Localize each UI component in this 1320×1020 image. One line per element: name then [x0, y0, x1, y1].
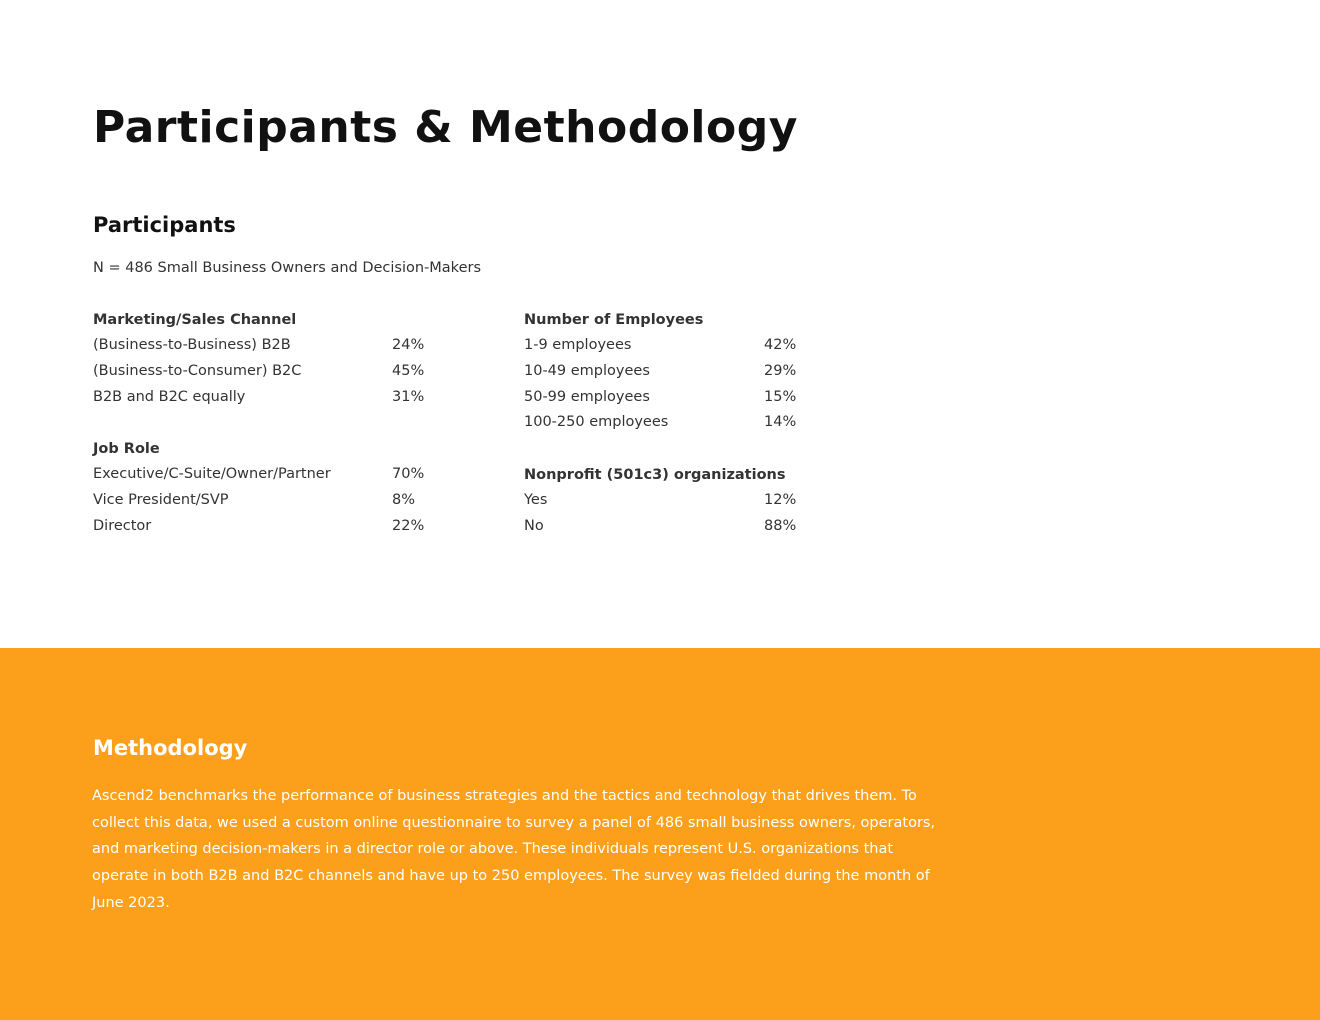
- stat-row: [524, 514, 797, 540]
- stat-label: Executive/C-Suite/Owner/Partner: [93, 466, 331, 482]
- methodology-section: [0, 648, 1320, 1020]
- stat-row: [524, 410, 797, 436]
- participants-heading: Participants: [93, 213, 236, 237]
- stat-row: [524, 488, 797, 514]
- stat-row: [93, 333, 425, 359]
- stat-value: 8%: [392, 491, 416, 508]
- stat-label: No: [524, 517, 544, 534]
- sample-size: N = 486 Small Business Owners and Decision-Makers: [93, 260, 482, 276]
- stat-row: [93, 514, 425, 540]
- stat-value: 14%: [764, 414, 797, 431]
- employees-group: [524, 307, 797, 436]
- nonprofit-heading: Nonprofit (501c3) organizations: [524, 467, 786, 483]
- methodology-body: Ascend2 benchmarks the performance of business strategies and the tactics and technology that drives them. To collect this data, we used a custom online questionnaire to survey a panel of 486 small business owners, operators, and marketing decision-makers in a director role or above. These individuals represent U.S. organizations that operate in both B2B and B2C channels and have up to 250 employees. The survey was fielded during the month of June 2023.: [92, 788, 936, 911]
- job-role-heading: Job Role: [93, 441, 160, 457]
- stat-value: 42%: [764, 337, 797, 353]
- stat-label: 50-99 employees: [524, 388, 650, 405]
- stat-value: 15%: [764, 388, 797, 405]
- stat-value: 24%: [392, 337, 425, 353]
- stat-row: [524, 385, 797, 411]
- stat-label: (Business-to-Consumer) B2C: [93, 362, 302, 379]
- employees-heading: Number of Employees: [524, 312, 704, 328]
- stat-value: 29%: [764, 362, 797, 379]
- stat-value: 70%: [392, 466, 425, 482]
- stat-label: Director: [93, 517, 152, 534]
- stat-label: 10-49 employees: [524, 362, 650, 379]
- stat-value: 31%: [392, 388, 425, 405]
- stat-value: 45%: [392, 362, 425, 379]
- job-role-group: [93, 436, 425, 539]
- stat-value: 22%: [392, 517, 425, 534]
- stat-row: [93, 385, 425, 411]
- stat-label: (Business-to-Business) B2B: [93, 337, 291, 353]
- stat-value: 88%: [764, 517, 797, 534]
- methodology-heading: Methodology: [93, 736, 248, 760]
- stat-label: Vice President/SVP: [93, 491, 229, 508]
- marketing-channel-group: [93, 307, 425, 410]
- marketing-channel-heading: Marketing/Sales Channel: [93, 312, 297, 328]
- stat-row: [93, 488, 416, 514]
- stat-label: Yes: [524, 492, 548, 508]
- stat-row: [524, 359, 797, 385]
- page-title: Participants & Methodology: [93, 102, 798, 153]
- stat-label: 1-9 employees: [524, 337, 632, 353]
- stat-row: [93, 359, 425, 385]
- nonprofit-group: [524, 462, 797, 540]
- stat-label: B2B and B2C equally: [93, 388, 246, 405]
- stat-value: 12%: [764, 492, 797, 508]
- stat-label: 100-250 employees: [524, 414, 669, 431]
- stat-row: [524, 333, 797, 359]
- stat-row: [93, 462, 425, 488]
